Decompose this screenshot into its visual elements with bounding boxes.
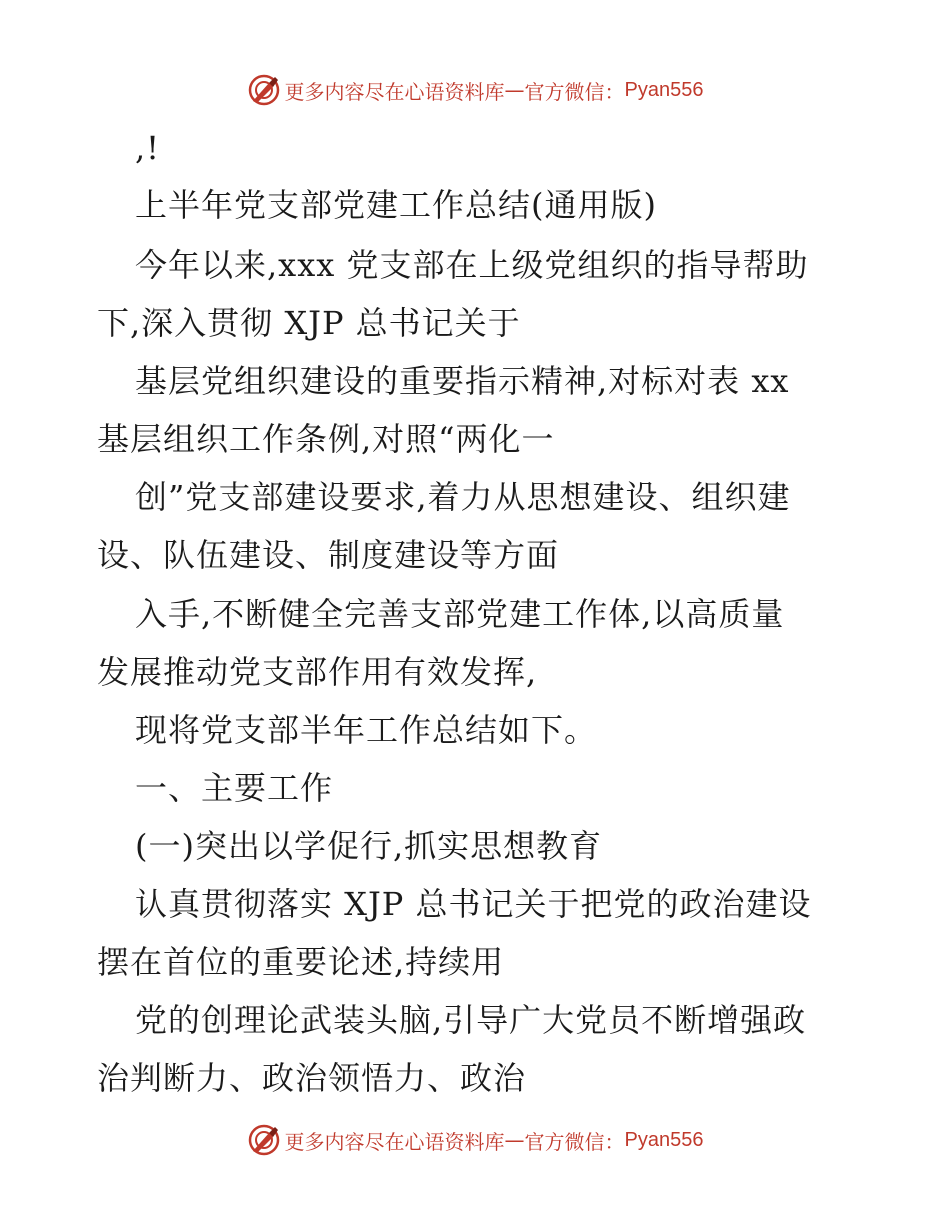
text-line: 下,深入贯彻 XJP 总书记关于 bbox=[97, 304, 521, 342]
header-banner bbox=[0, 70, 950, 110]
banner-separator: — bbox=[504, 78, 525, 102]
text-line: 设、队伍建设、制度建设等方面 bbox=[97, 536, 560, 574]
banner-title: 更多内容尽在心语资料库 bbox=[284, 1129, 505, 1154]
section-heading: 一、主要工作 bbox=[135, 769, 334, 807]
banner-title: 更多内容尽在心语资料库 bbox=[284, 79, 505, 104]
document-title: 上半年党支部党建工作总结(通用版) bbox=[135, 186, 657, 224]
text-line: 认真贯彻落实 XJP 总书记关于把党的政治建设 bbox=[135, 885, 812, 923]
text-line: 今年以来,xxx 党支部在上级党组织的指导帮助 bbox=[135, 246, 809, 284]
text-line: 现将党支部半年工作总结如下。 bbox=[135, 711, 598, 749]
banner-wechat-id: Pyan556 bbox=[624, 78, 704, 101]
subsection-heading: (一)突出以学促行,抓实思想教育 bbox=[135, 827, 603, 865]
banner-wechat-label: 官方微信： bbox=[524, 1129, 625, 1154]
banner-wechat-label: 官方微信： bbox=[524, 79, 625, 104]
banner-separator: — bbox=[504, 1128, 525, 1152]
text-line: 基层党组织建设的重要指示精神,对标对表 xx bbox=[135, 362, 790, 400]
banner-wechat-id: Pyan556 bbox=[624, 1128, 704, 1151]
text-line: 摆在首位的重要论述,持续用 bbox=[97, 943, 505, 981]
text-line: 党的创理论武装头脑,引导广大党员不断增强政 bbox=[135, 1001, 807, 1039]
footer-banner bbox=[0, 1120, 950, 1160]
text-line: 治判断力、政治领悟力、政治 bbox=[97, 1059, 527, 1097]
text-line: ,! bbox=[135, 129, 161, 167]
pen-logo-icon bbox=[247, 1123, 281, 1157]
text-line: 入手,不断健全完善支部党建工作体,以高质量 bbox=[135, 595, 785, 633]
text-line: 基层组织工作条例,对照“两化一 bbox=[97, 420, 555, 458]
text-line: 发展推动党支部作用有效发挥, bbox=[97, 653, 538, 691]
text-line: 创”党支部建设要求,着力从思想建设、组织建 bbox=[135, 478, 791, 516]
pen-logo-icon bbox=[247, 73, 281, 107]
